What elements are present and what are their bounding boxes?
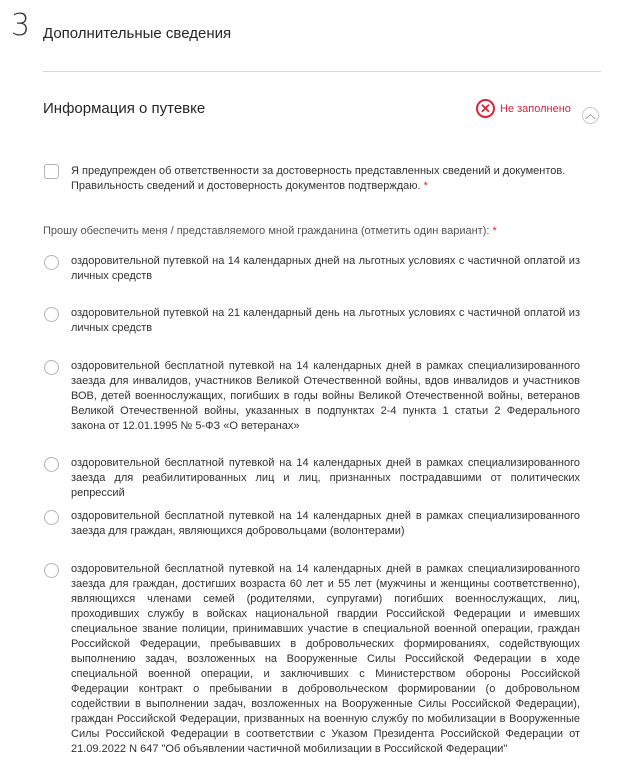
question-label: Прошу обеспечить меня / представляемого мной гражданина (отметить один вариант): * [43,225,497,237]
radio-button[interactable] [44,307,59,322]
radio-option-label[interactable]: оздоровительной путевкой на 21 календарный день на льготных условиях с частичной оплатой из личных средств [71,307,580,334]
radio-option-label[interactable]: оздоровительной бесплатной путевкой на 14 календарных дней в рамках специализированного заезда для граждан, являющихся добровольцами (волонтерами) [71,510,580,537]
radio-option-label[interactable]: оздоровительной бесплатной путевкой на 14 календарных дней в рамках специализированного заезда для реабилитированных лиц и лиц, признанных пострадавшими от политических репрессий [71,457,580,499]
radio-button[interactable] [44,563,59,578]
collapse-button[interactable] [582,107,599,124]
radio-option-label[interactable]: оздоровительной путевкой на 14 календарных дней на льготных условиях с частичной оплатой из личных средств [71,255,580,282]
required-mark: * [423,180,428,192]
status-text: Не заполнено [500,102,571,115]
radio-button[interactable] [44,255,59,270]
step-number: 3 [11,8,31,43]
radio-button[interactable] [44,510,59,525]
group-title: Информация о путевке [43,100,206,117]
radio-option-label[interactable]: оздоровительной бесплатной путевкой на 14 календарных дней в рамках специализированного заезда для инвалидов, участников Великой Отечественной войны, вдов инвалидов и участников ВОВ, детей военнослужащих, погибших в годы войны Великой Отечественной войны, ветеранов Великой Отечественной войны, указанных в подпунктах 2-4 пункта 1 статьи 2 Федерального закона от 12.01.1995 № 5-ФЗ «О ветеранах» [71,360,580,432]
confirm-checkbox[interactable] [44,164,59,179]
error-circle-x-icon: ✕ [476,99,495,118]
radio-option-label[interactable]: оздоровительной бесплатной путевкой на 14 календарных дней в рамках специализированного заезда для граждан, достигших возраста 60 лет и 55 лет (мужчины и женщины соответственно), являющихся членами семей (родителями, супругами) погибших военнослужащих, лиц, проходивших службу в войсках национальной гвардии Российской Федерации и имевших специальное звание полиции, принимавших участие в специальной военной операции, граждан Российской Федерации, пребывавших в добровольческих формированиях, содействующих выполнению задач, возложенных на Вооруженные Силы Российской Федерации в ходе специальной военной операции, и заключивших с Министерством обороны Российской Федерации контракт о пребывании в добровольческом формировании (о добровольном содействии в выполнении задач, возложенных на Вооруженные Силы Российской Федерации), граждан Российской Федерации, призванных на военную службу по мобилизации в Вооруженные Силы Российской Федерации в соответствии с Указом Президента Российской Федерации от 21.09.2022 N 647 "Об объявлении частичной мобилизации в Российской Федерации" [71,563,580,755]
radio-button[interactable] [44,457,59,472]
radio-button[interactable] [44,360,59,375]
section-divider [43,71,601,72]
required-mark: * [492,225,497,237]
chevron-up-icon: ︿ [585,109,596,121]
section-title: Дополнительные сведения [43,25,232,42]
status-badge [476,99,571,118]
confirm-label: Я предупрежден об ответственности за достоверность представленных сведений и документов. Правильность сведений и достоверность документов подтверждаю. * [71,165,566,192]
